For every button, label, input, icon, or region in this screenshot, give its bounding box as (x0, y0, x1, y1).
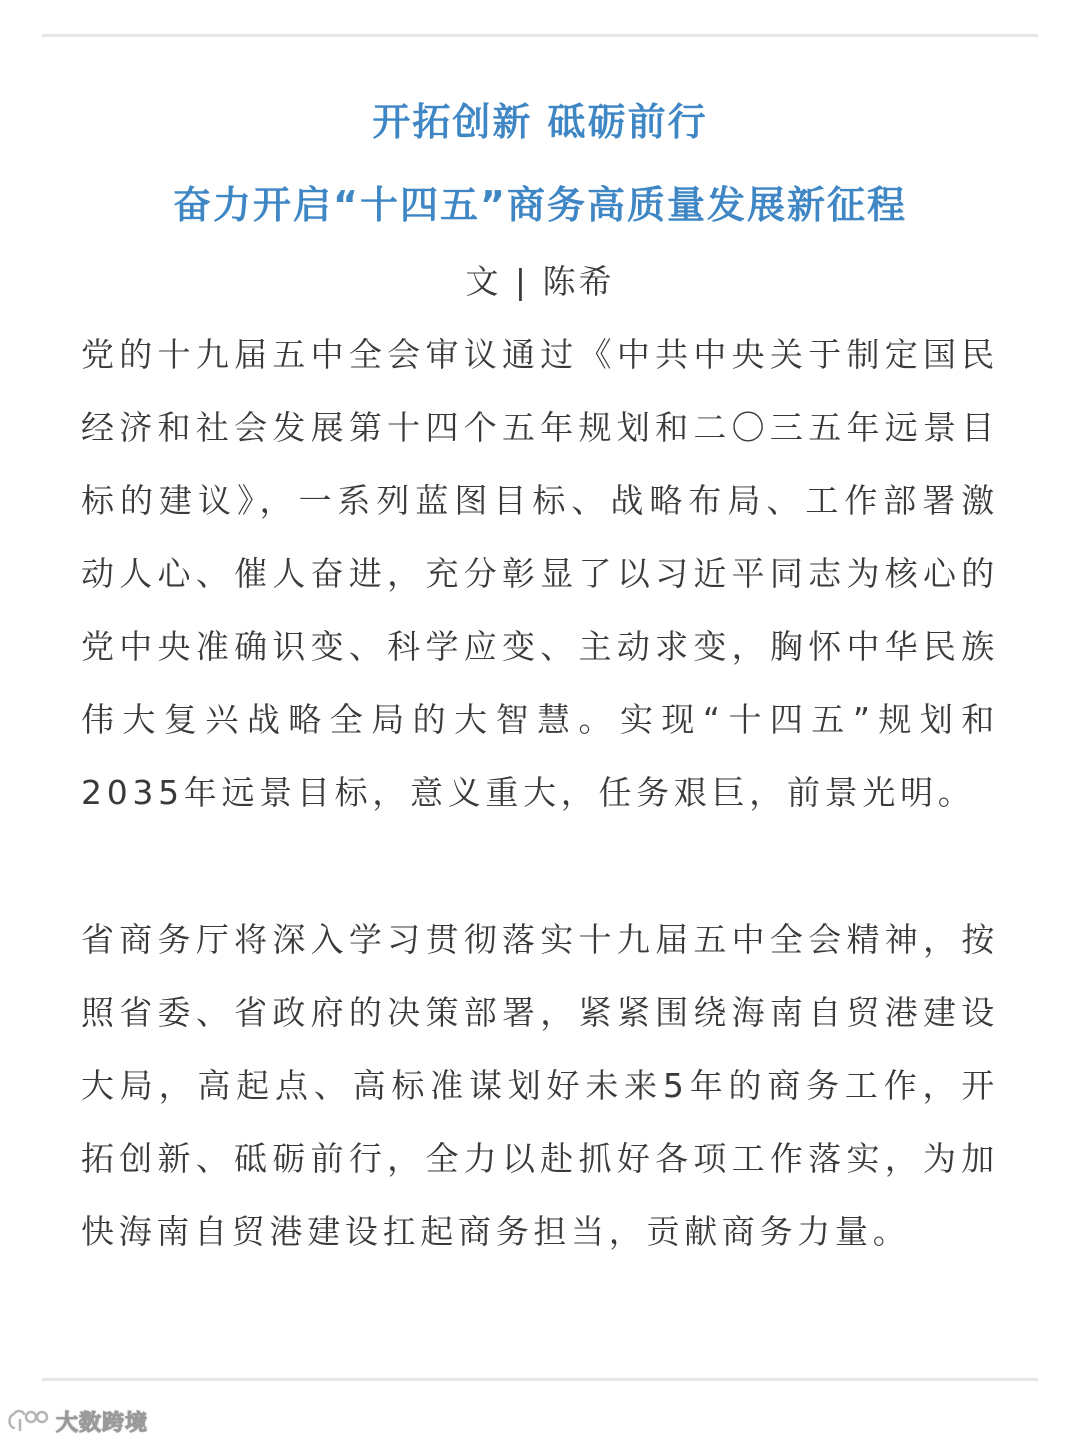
watermark-logo-icon (6, 1406, 50, 1436)
body-paragraph-1: 党的十九届五中全会审议通过《中共中央关于制定国民经济和社会发展第十四个五年规划和二〇三五年远景目标的建议》，一系列蓝图目标、战略布局、工作部署激动人心、催人奋进，充分彰显了以习近平同志为核心的党中央准确识变、科学应变、主动求变，胸怀中华民族伟大复兴战略全局的大智慧。实现“十四五”规划和2035年远景目标，意义重大，任务艰巨，前景光明。 (81, 335, 999, 812)
watermark-text: 大数跨境 (56, 1410, 149, 1436)
bottom-divider (42, 1378, 1038, 1381)
watermark (6, 1404, 148, 1438)
byline: 文 | 陈希 (465, 262, 615, 301)
body-paragraph-2: 省商务厅将深入学习贯彻落实十九届五中全会精神，按照省委、省政府的决策部署，紧紧围绕海南自贸港建设大局，高起点、高标准谋划好未来5年的商务工作，开拓创新、砥砺前行，全力以赴抓好各项工作落实，为加快海南自贸港建设扛起商务担当，贡献商务力量。 (81, 920, 999, 1251)
article-title-line1: 开拓创新 砥砺前行 (372, 100, 708, 144)
article-title-line2: 奋力开启“十四五”商务高质量发展新征程 (173, 183, 907, 227)
top-divider (42, 34, 1038, 37)
